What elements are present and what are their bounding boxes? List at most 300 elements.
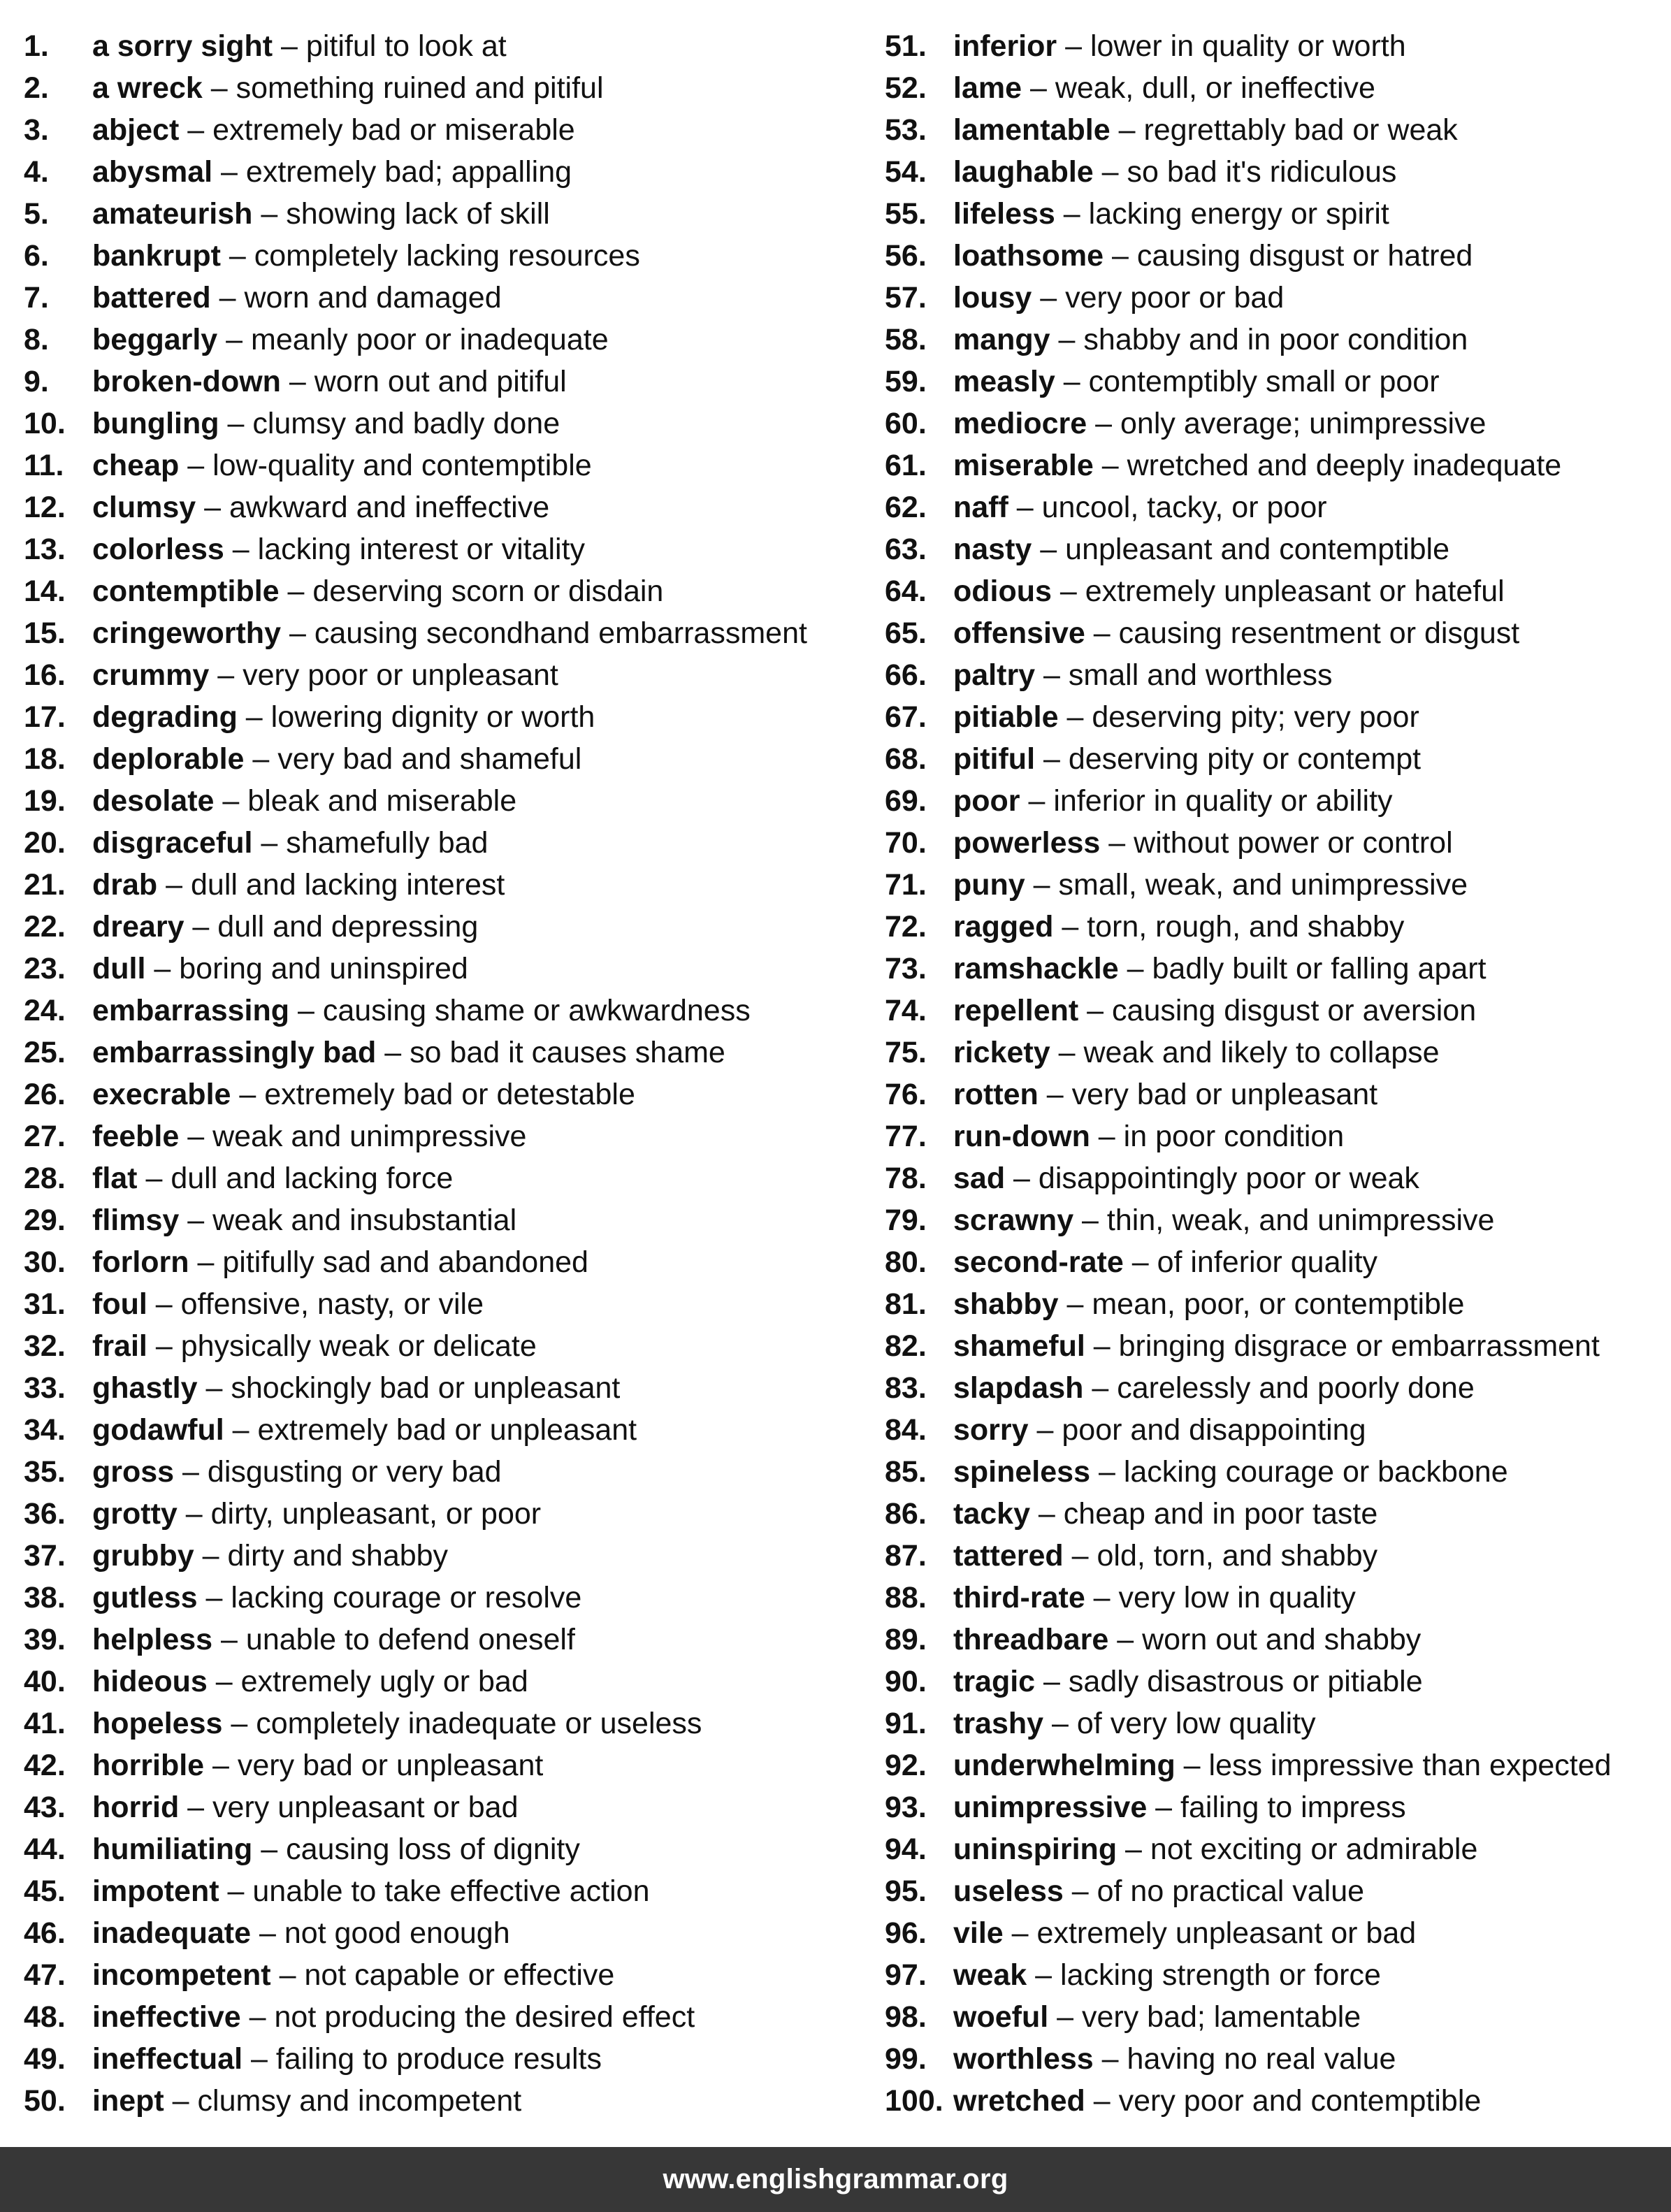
item-term: worthless <box>953 2042 1094 2076</box>
item-separator: – <box>1035 1665 1069 1698</box>
item-separator: – <box>1093 2042 1127 2076</box>
item-definition: thin, weak, and unimpressive <box>1106 1203 1495 1237</box>
item-text <box>953 1577 1356 1619</box>
item-definition: showing lack of skill <box>286 197 550 231</box>
list-item <box>24 25 862 67</box>
item-number: 61. <box>885 449 927 482</box>
list-item <box>885 990 1661 1032</box>
item-definition: lacking energy or spirit <box>1088 197 1389 231</box>
item-number: 82. <box>885 1329 927 1363</box>
item-text <box>92 1325 537 1367</box>
item-term: tacky <box>953 1497 1030 1531</box>
item-term: slapdash <box>953 1371 1084 1405</box>
list-item <box>885 1199 1661 1241</box>
footer-bar <box>0 2147 1671 2212</box>
word-list-column-left <box>24 25 862 2122</box>
item-number: 52. <box>885 71 927 105</box>
list-item <box>885 1283 1661 1325</box>
item-separator: – <box>1063 1539 1097 1573</box>
list-item <box>24 738 862 780</box>
item-term: miserable <box>953 449 1094 482</box>
item-text <box>92 25 507 67</box>
item-text <box>92 990 751 1032</box>
item-definition: wretched and deeply inadequate <box>1127 449 1562 482</box>
list-item <box>24 109 862 151</box>
item-term: abysmal <box>92 155 213 189</box>
item-term: beggarly <box>92 323 218 356</box>
list-item <box>885 612 1661 654</box>
item-term: disgraceful <box>92 826 253 860</box>
item-text <box>953 1115 1344 1157</box>
item-text <box>92 1241 588 1283</box>
item-number: 51. <box>885 29 927 63</box>
item-term: helpless <box>92 1623 213 1656</box>
item-text <box>92 864 505 906</box>
list-item <box>885 2080 1661 2122</box>
list-item <box>24 1367 862 1409</box>
list-item <box>885 67 1661 109</box>
item-term: lousy <box>953 281 1032 315</box>
list-item <box>24 1577 862 1619</box>
list-item <box>885 1032 1661 1074</box>
item-separator: – <box>1005 1162 1039 1195</box>
item-number: 65. <box>885 616 927 650</box>
item-text <box>92 654 558 696</box>
item-number: 69. <box>885 784 927 818</box>
item-number: 56. <box>885 239 927 273</box>
item-separator: – <box>147 1287 181 1321</box>
item-term: pitiable <box>953 700 1059 734</box>
list-item <box>24 528 862 570</box>
item-term: embarrassingly bad <box>92 1036 377 1069</box>
item-text <box>953 1367 1475 1409</box>
item-separator: – <box>220 239 254 273</box>
item-definition: in poor condition <box>1123 1120 1345 1153</box>
item-term: spineless <box>953 1455 1090 1489</box>
item-definition: of no practical value <box>1097 1874 1365 1908</box>
item-definition: low-quality and contemptible <box>212 449 592 482</box>
list-item <box>24 151 862 193</box>
item-definition: very low in quality <box>1118 1581 1356 1614</box>
item-separator: – <box>240 2000 275 2034</box>
item-number: 66. <box>885 658 927 692</box>
item-definition: something ruined and pitiful <box>236 71 604 105</box>
list-item <box>885 570 1661 612</box>
item-text <box>92 319 609 361</box>
item-definition: extremely bad or miserable <box>212 113 575 147</box>
item-term: second-rate <box>953 1245 1124 1279</box>
item-term: ineffective <box>92 2000 241 2034</box>
item-definition: very bad and shameful <box>277 742 582 776</box>
item-text <box>92 1199 516 1241</box>
item-number: 76. <box>885 1078 927 1111</box>
item-text <box>92 1074 635 1115</box>
item-text <box>92 612 807 654</box>
item-definition: worn and damaged <box>244 281 502 315</box>
list-item <box>24 1409 862 1451</box>
item-separator: – <box>1028 1413 1062 1447</box>
list-item <box>885 1744 1661 1786</box>
item-term: grotty <box>92 1497 178 1531</box>
item-definition: extremely unpleasant or hateful <box>1085 574 1505 608</box>
item-text <box>92 1870 650 1912</box>
item-definition: very poor or unpleasant <box>243 658 558 692</box>
list-item <box>885 486 1661 528</box>
item-separator: – <box>204 1749 238 1782</box>
item-text <box>92 822 488 864</box>
item-text <box>92 1367 620 1409</box>
item-text <box>953 1451 1508 1493</box>
item-number: 26. <box>24 1078 66 1111</box>
item-separator: – <box>1063 1874 1097 1908</box>
item-definition: offensive, nasty, or vile <box>180 1287 484 1321</box>
list-item <box>24 780 862 822</box>
list-item <box>24 864 862 906</box>
item-text <box>92 444 592 486</box>
item-term: abject <box>92 113 180 147</box>
item-definition: uncool, tacky, or poor <box>1041 491 1327 524</box>
item-definition: weak and insubstantial <box>212 1203 517 1237</box>
item-number: 23. <box>24 952 66 985</box>
item-number: 79. <box>885 1203 927 1237</box>
item-term: rickety <box>953 1036 1050 1069</box>
list-item <box>885 444 1661 486</box>
list-item <box>885 361 1661 403</box>
item-text <box>953 864 1468 906</box>
list-item <box>885 1577 1661 1619</box>
item-number: 30. <box>24 1245 66 1279</box>
item-definition: causing secondhand embarrassment <box>314 616 807 650</box>
item-definition: disappointingly poor or weak <box>1038 1162 1419 1195</box>
list-item <box>24 193 862 235</box>
item-term: paltry <box>953 658 1036 692</box>
item-text <box>92 403 560 444</box>
list-item <box>885 25 1661 67</box>
item-separator: – <box>1048 2000 1082 2034</box>
item-text <box>92 1409 637 1451</box>
item-definition: dirty, unpleasant, or poor <box>210 1497 542 1531</box>
item-text <box>92 277 502 319</box>
item-separator: – <box>224 533 258 566</box>
item-separator: – <box>217 323 252 356</box>
item-term: ragged <box>953 910 1054 944</box>
item-number: 24. <box>24 994 66 1027</box>
item-definition: deserving scorn or disdain <box>312 574 664 608</box>
item-term: underwhelming <box>953 1749 1176 1782</box>
item-number: 34. <box>24 1413 66 1447</box>
list-item <box>24 1032 862 1074</box>
list-item <box>885 780 1661 822</box>
item-text <box>92 1744 543 1786</box>
item-term: laughable <box>953 155 1094 189</box>
item-text <box>953 1870 1364 1912</box>
item-text <box>953 612 1519 654</box>
item-definition: very bad or unpleasant <box>1071 1078 1378 1111</box>
list-item <box>885 1996 1661 2038</box>
item-term: loathsome <box>953 239 1104 273</box>
item-term: godawful <box>92 1413 224 1447</box>
item-separator: – <box>376 1036 410 1069</box>
item-separator: – <box>1051 574 1085 608</box>
item-text <box>953 1325 1600 1367</box>
item-separator: – <box>1043 1707 1077 1740</box>
item-number: 71. <box>885 868 927 902</box>
item-text <box>92 151 572 193</box>
item-text <box>953 1157 1419 1199</box>
item-number: 9. <box>24 365 49 398</box>
item-text <box>92 1493 541 1535</box>
item-definition: completely lacking resources <box>254 239 640 273</box>
item-term: uninspiring <box>953 1833 1117 1866</box>
list-item <box>24 654 862 696</box>
item-text <box>953 25 1406 67</box>
item-definition: lowering dignity or worth <box>270 700 595 734</box>
item-separator: – <box>1085 1581 1119 1614</box>
item-definition: extremely ugly or bad <box>240 1665 528 1698</box>
item-number: 62. <box>885 491 927 524</box>
item-number: 91. <box>885 1707 927 1740</box>
item-number: 40. <box>24 1665 66 1698</box>
list-item <box>24 1661 862 1703</box>
item-definition: boring and uninspired <box>179 952 468 985</box>
item-number: 28. <box>24 1162 66 1195</box>
item-term: bankrupt <box>92 239 221 273</box>
item-number: 57. <box>885 281 927 315</box>
item-term: lifeless <box>953 197 1055 231</box>
item-term: hideous <box>92 1665 208 1698</box>
item-term: shameful <box>953 1329 1085 1363</box>
item-text <box>92 2080 521 2122</box>
item-separator: – <box>1035 658 1069 692</box>
item-number: 78. <box>885 1162 927 1195</box>
item-text <box>92 1032 725 1074</box>
item-number: 14. <box>24 574 66 608</box>
item-separator: – <box>1035 742 1069 776</box>
item-term: measly <box>953 365 1055 398</box>
item-text <box>92 1157 453 1199</box>
item-definition: dirty and shabby <box>227 1539 449 1573</box>
item-separator: – <box>1090 1120 1124 1153</box>
item-text <box>953 570 1505 612</box>
list-item <box>24 1744 862 1786</box>
list-item <box>885 2038 1661 2080</box>
item-number: 43. <box>24 1791 66 1824</box>
item-term: useless <box>953 1874 1064 1908</box>
item-text <box>953 654 1333 696</box>
item-definition: not capable or effective <box>304 1958 615 1992</box>
item-number: 32. <box>24 1329 66 1363</box>
item-term: humiliating <box>92 1833 253 1866</box>
item-separator: – <box>210 281 245 315</box>
list-item <box>24 1954 862 1996</box>
item-term: inferior <box>953 29 1057 63</box>
item-text <box>953 361 1440 403</box>
item-number: 90. <box>885 1665 927 1698</box>
item-term: broken-down <box>92 365 281 398</box>
item-text <box>953 1074 1377 1115</box>
item-definition: small, weak, and unimpressive <box>1058 868 1468 902</box>
item-term: feeble <box>92 1120 180 1153</box>
item-definition: lacking courage or backbone <box>1123 1455 1508 1489</box>
item-definition: having no real value <box>1127 2042 1396 2076</box>
item-term: bungling <box>92 407 219 440</box>
item-term: sorry <box>953 1413 1029 1447</box>
item-number: 17. <box>24 700 66 734</box>
list-item <box>885 1367 1661 1409</box>
list-item <box>24 1786 862 1828</box>
item-number: 10. <box>24 407 66 440</box>
item-number: 25. <box>24 1036 66 1069</box>
item-number: 64. <box>885 574 927 608</box>
item-definition: without power or control <box>1134 826 1453 860</box>
item-number: 47. <box>24 1958 66 1992</box>
item-definition: failing to produce results <box>275 2042 602 2076</box>
item-number: 36. <box>24 1497 66 1531</box>
item-separator: – <box>164 2084 198 2118</box>
item-term: colorless <box>92 533 224 566</box>
item-number: 12. <box>24 491 66 524</box>
item-separator: – <box>1090 1455 1124 1489</box>
item-term: cringeworthy <box>92 616 281 650</box>
list-item <box>24 444 862 486</box>
item-separator: – <box>1027 1958 1061 1992</box>
item-text <box>953 67 1375 109</box>
item-term: dull <box>92 952 146 985</box>
item-separator: – <box>243 2042 276 2076</box>
item-separator: – <box>174 1455 208 1489</box>
item-definition: torn, rough, and shabby <box>1087 910 1405 944</box>
item-number: 39. <box>24 1623 66 1656</box>
item-separator: – <box>179 113 213 147</box>
item-definition: mean, poor, or contemptible <box>1092 1287 1465 1321</box>
item-term: cheap <box>92 449 180 482</box>
item-definition: unpleasant and contemptible <box>1065 533 1450 566</box>
item-number: 53. <box>885 113 927 147</box>
item-term: grubby <box>92 1539 194 1573</box>
item-text <box>92 486 549 528</box>
item-term: dreary <box>92 910 185 944</box>
item-separator: – <box>1057 29 1090 63</box>
item-text <box>92 570 663 612</box>
list-item <box>885 864 1661 906</box>
item-text <box>953 1703 1316 1744</box>
item-separator: – <box>289 994 323 1027</box>
list-item <box>24 1325 862 1367</box>
item-definition: regrettably bad or weak <box>1143 113 1458 147</box>
item-definition: old, torn, and shabby <box>1097 1539 1378 1573</box>
item-term: tragic <box>953 1665 1036 1698</box>
item-text <box>953 906 1404 948</box>
word-list-column-right <box>885 25 1661 2122</box>
item-term: inadequate <box>92 1916 251 1950</box>
item-number: 100. <box>885 2084 943 2118</box>
item-number: 98. <box>885 2000 927 2034</box>
item-definition: dull and lacking interest <box>191 868 505 902</box>
item-text <box>953 780 1393 822</box>
list-item <box>885 1661 1661 1703</box>
item-separator: – <box>1055 365 1089 398</box>
item-term: weak <box>953 1958 1027 1992</box>
item-text <box>953 1786 1406 1828</box>
footer-url: www.englishgrammar.org <box>663 2164 1008 2195</box>
item-text <box>92 235 640 277</box>
item-separator: – <box>197 1581 231 1614</box>
item-definition: failing to impress <box>1180 1791 1406 1824</box>
item-term: drab <box>92 868 158 902</box>
item-number: 41. <box>24 1707 66 1740</box>
item-separator: – <box>252 197 287 231</box>
item-text <box>953 1954 1381 1996</box>
item-separator: – <box>222 1707 256 1740</box>
item-text <box>953 486 1327 528</box>
item-separator: – <box>1093 155 1127 189</box>
item-term: flimsy <box>92 1203 180 1237</box>
item-number: 81. <box>885 1287 927 1321</box>
item-text <box>953 1996 1361 2038</box>
item-number: 22. <box>24 910 66 944</box>
item-number: 8. <box>24 323 49 356</box>
item-number: 6. <box>24 239 49 273</box>
item-separator: – <box>273 29 306 63</box>
item-term: horrid <box>92 1791 180 1824</box>
item-definition: shockingly bad or unpleasant <box>231 1371 621 1405</box>
item-definition: dull and depressing <box>217 910 479 944</box>
item-separator: – <box>137 1162 171 1195</box>
list-item <box>24 696 862 738</box>
list-item <box>885 277 1661 319</box>
list-item <box>24 990 862 1032</box>
item-number: 45. <box>24 1874 66 1908</box>
item-text <box>92 948 468 990</box>
item-number: 99. <box>885 2042 927 2076</box>
item-separator: – <box>251 1916 284 1950</box>
item-number: 74. <box>885 994 927 1027</box>
item-term: mangy <box>953 323 1050 356</box>
item-number: 93. <box>885 1791 927 1824</box>
item-text <box>92 528 585 570</box>
item-term: shabby <box>953 1287 1059 1321</box>
list-item <box>24 2080 862 2122</box>
item-separator: – <box>1050 1036 1084 1069</box>
item-separator: – <box>1055 197 1089 231</box>
item-text <box>953 528 1449 570</box>
item-number: 94. <box>885 1833 927 1866</box>
item-text <box>92 1577 581 1619</box>
item-separator: – <box>244 742 278 776</box>
item-separator: – <box>1032 533 1066 566</box>
item-number: 2. <box>24 71 49 105</box>
item-text <box>953 1409 1366 1451</box>
item-text <box>92 1535 448 1577</box>
item-definition: completely inadequate or useless <box>256 1707 702 1740</box>
item-separator: – <box>1022 71 1055 105</box>
item-separator: – <box>1025 868 1059 902</box>
item-definition: shamefully bad <box>286 826 489 860</box>
item-term: ramshackle <box>953 952 1119 985</box>
item-definition: worn out and shabby <box>1142 1623 1422 1656</box>
item-number: 35. <box>24 1455 66 1489</box>
list-item <box>24 1535 862 1577</box>
item-separator: – <box>1050 323 1084 356</box>
list-item <box>24 2038 862 2080</box>
item-number: 46. <box>24 1916 66 1950</box>
item-term: vile <box>953 1916 1004 1950</box>
item-term: wretched <box>953 2084 1085 2118</box>
item-number: 85. <box>885 1455 927 1489</box>
list-item <box>885 109 1661 151</box>
item-text <box>953 444 1561 486</box>
item-number: 37. <box>24 1539 66 1573</box>
